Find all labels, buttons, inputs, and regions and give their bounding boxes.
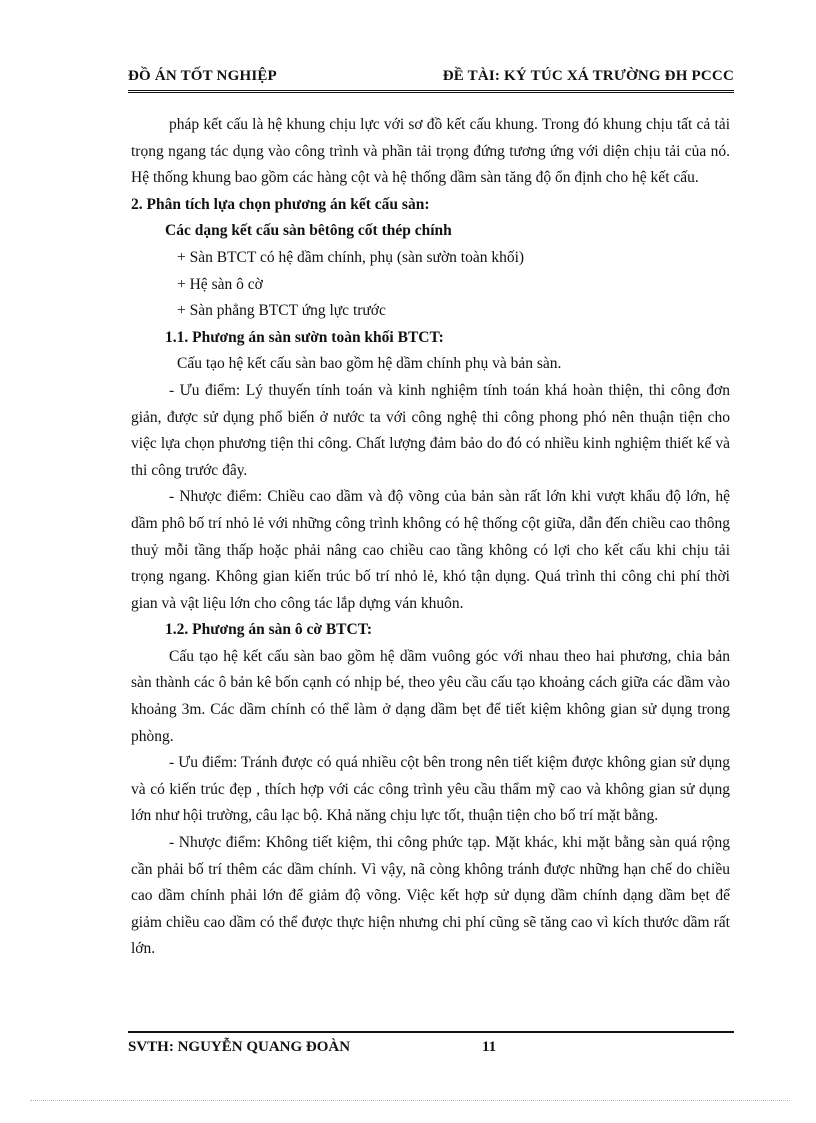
header-thesis-label: ĐỒ ÁN TỐT NGHIỆP [128,68,277,84]
subsection-1-1-intro: Cấu tạo hệ kết cấu sàn bao gồm hệ dầm chính phụ và bản sàn. [177,355,562,373]
subsection-1-1-disadvantages: - Nhược điểm: Chiều cao dầm và độ võng của bản sàn rất lớn khi vượt khẩu độ lớn, hệ dầm phô bố trí nhỏ lẻ với những công trình không có hệ thống cột giữa, dẫn đến chiều cao thông thuỷ mỗi tầng thấp hoặc phải nâng cao chiều cao tầng không có lợi cho kết cấu khi chịu tải trọng ngang. Không gian kiến trúc bố trí nhỏ lẻ, khó tận dụng. Quá trình thi công chi phí thời gian và vật liệu lớn cho công tác lắp dựng ván khuôn. [131,488,730,612]
page-footer [128,1031,734,1055]
list-item-1: + Sàn BTCT có hệ dầm chính, phụ (sàn sườn toàn khối) [177,248,525,266]
list-item-2: + Hệ sàn ô cờ [177,275,263,293]
header-topic-label: ĐỀ TÀI: KÝ TÚC XÁ TRƯỜNG ĐH PCCC [442,68,734,84]
page-number: 11 [482,1039,497,1055]
subsection-1-1-advantages: - Ưu điểm: Lý thuyến tính toán và kinh nghiệm tính toán khá hoàn thiện, thi công đơn giản, được sử dụng phổ biến ở nước ta với công nghệ thi công phong phó nên thuận tiện cho việc lựa chọn phương tiện thi công. Chất lượng đảm bảo do đó có nhiều kinh nghiệm thiết kế và thi công trước đây. [131,381,730,479]
page-header [128,66,734,93]
list-item-3: + Sàn phẳng BTCT ứng lực trước [177,302,386,320]
subsection-heading-1-2: 1.2. Phương án sàn ô cờ BTCT: [165,621,373,639]
subsection-heading-1-1: 1.1. Phương án sàn sườn toàn khối BTCT: [165,328,444,346]
section-subheading: Các dạng kết cấu sàn bêtông cốt thép chính [165,222,452,240]
subsection-1-2-disadvantages: - Nhược điểm: Không tiết kiệm, thi công phức tạp. Mặt khác, khi mặt bằng sàn quá rộng cần phải bố trí thêm các dầm chính. Vì vậy, nã còng không tránh được những hạn chế do chiều cao dầm chính phải lớn để giảm độ võng. Việc kết hợp sử dụng dầm chính dạng dầm bẹt để giảm chiều cao dầm có thể được thực hiện nhưng chi phí cũng sẽ tăng cao vì kích thước dầm rất lớn. [131,834,730,958]
footer-author: SVTH: NGUYỄN QUANG ĐOÀN [128,1039,351,1055]
page-body [131,112,730,963]
section-heading-2: 2. Phân tích lựa chọn phương án kết cấu sàn: [131,195,430,213]
subsection-1-2-advantages: - Ưu điểm: Tránh được có quá nhiều cột bên trong nên tiết kiệm được không gian sử dụng và có kiến trúc đẹp , thích hợp với các công trình yêu cầu thẩm mỹ cao và không gian sử dụng lớn như hội trường, câu lạc bộ. Khả năng chịu lực tốt, thuận tiện cho bố trí mặt bằng. [131,754,730,825]
page-bottom-divider [30,1100,790,1101]
subsection-1-2-intro: Cấu tạo hệ kết cấu sàn bao gồm hệ dầm vuông góc với nhau theo hai phương, chia bản sàn thành các ô bản kê bốn cạnh có nhịp bé, theo yêu cầu cấu tạo khoảng cách giữa các dầm vào khoảng 3m. Các dầm chính có thể làm ở dạng dầm bẹt để tiết kiệm không gian sử dụng trong phòng. [131,647,730,745]
paragraph-continued: pháp kết cấu là hệ khung chịu lực với sơ đồ kết cấu khung. Trong đó khung chịu tất cả tải trọng ngang tác dụng vào công trình và phần tải trọng đứng tương ứng với diện chịu tải của nó. Hệ thống khung bao gồm các hàng cột và hệ thống dầm sàn tăng độ ổn định cho hệ kết cấu. [131,116,730,187]
